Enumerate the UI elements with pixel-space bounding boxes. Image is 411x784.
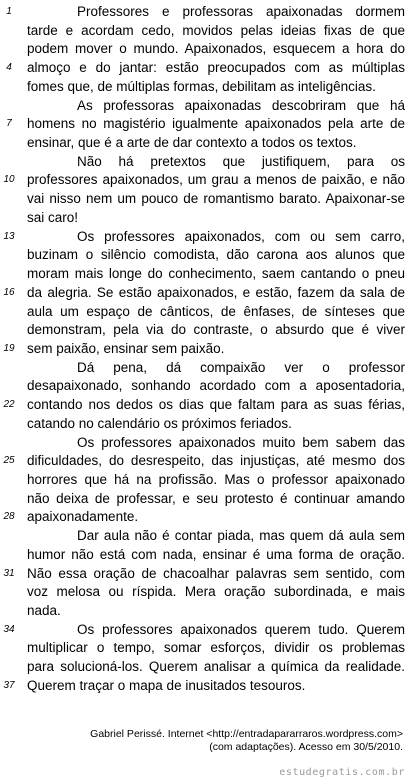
line-number: 25 [3,455,15,466]
line-number: 10 [3,174,15,185]
text-line: multiplicar o tempo, somar esforços, dividir os problemas [27,640,405,655]
text-line: moram mais longe do conhecimento, saem cantando o pneu [27,266,405,281]
text-line: tarde e acordam cedo, movidos pelas ideias fixas de que [27,23,405,38]
line-number: 22 [3,399,15,410]
line-number: 28 [3,511,15,522]
text-line: sai caro! [27,210,79,225]
text-line: homens no magistério igualmente apaixonados pela arte de [27,116,405,131]
text-line: professores apaixonados, um grau a menos de paixão, e não [27,172,405,187]
text-line: almoço e do jantar: estão preocupados com as múltiplas [27,60,405,75]
text-line: Os professores apaixonados, com ou sem carro, [77,229,405,244]
text-line: Os professores apaixonados muito bem sabem das [77,435,405,450]
text-line: humor não está com nada, ensinar é uma forma de oração. [27,547,405,562]
text-line: Dar aula não é contar piada, mas quem dá aula sem [77,528,405,543]
text-line: dificuldades, do desrespeito, das injustiças, até mesmo dos [27,453,405,468]
text-line: desapaixonado, sonhando acordado com a aposentadoria, [27,378,405,393]
text-line: contando nos dedos os dias que faltam para as suas férias, [27,397,405,412]
line-number: 7 [6,118,12,129]
text-line: Não há pretextos que justifiquem, para os [77,154,405,169]
text-line: nada. [27,603,61,618]
text-line: catando no calendário os próximos feriados. [27,416,292,431]
text-line: podem mover o mundo. Apaixonados, esquecem a hora do [27,41,405,56]
line-number: 16 [3,287,15,298]
text-line: As professoras apaixonadas descobriram que há [77,98,405,113]
line-number: 1 [6,6,12,17]
watermark: estudegratis.com.br [279,767,405,778]
line-number: 19 [3,343,15,354]
text-line: horrores que há na profissão. Mas o professor apaixonado [27,472,405,487]
text-line: não deixa de professar, e seu protesto é continuar amando [27,491,405,506]
text-line: buzinam o silêncio comodista, dão carona aos alunos que [27,247,405,262]
text-line: apaixonadamente. [27,509,139,524]
line-number: 34 [3,624,15,635]
text-line: Os professores apaixonados querem tudo. Querem [77,622,405,637]
line-number: 13 [3,231,15,242]
text-line: aula um espaço de cânticos, de ênfases, de sínteses que [27,304,405,319]
text-line: Professores e professoras apaixonadas dormem [77,4,405,19]
line-number: 4 [6,62,12,73]
text-line: vai nisso nem um pouco de romantismo barato. Apaixonar-se [27,191,405,206]
line-number: 31 [3,568,15,579]
source-citation-line-1: Gabriel Perissé. Internet <http://entradapararraros.wordpress.com> [90,728,403,740]
text-line: Querem traçar o mapa de inusitados tesouros. [27,678,306,693]
text-line: da alegria. Se estão apaixonados, e estão, fazem da sala de [27,285,405,300]
text-line: Não essa oração de chacoalhar palavras sem sentido, com [27,566,405,581]
text-line: fomes que, de múltiplas formas, debilitam as inteligências. [27,79,376,94]
text-line: voz melosa ou ríspida. Mera oração subordinada, e mais [27,584,405,599]
text-line: para solucioná-los. Querem analisar a química da realidade. [27,659,405,674]
text-line: Dá pena, dá compaixão ver o professor [77,360,405,375]
line-number: 37 [3,680,15,691]
text-line: ensinar, que é a arte de dar contexto a todos os textos. [27,135,357,150]
text-line: demonstram, pela via do contraste, o absurdo que é viver [27,322,405,337]
source-citation-line-2: (com adaptações). Acesso em 30/5/2010. [209,741,403,753]
text-line: sem paixão, ensinar sem paixão. [27,341,225,356]
